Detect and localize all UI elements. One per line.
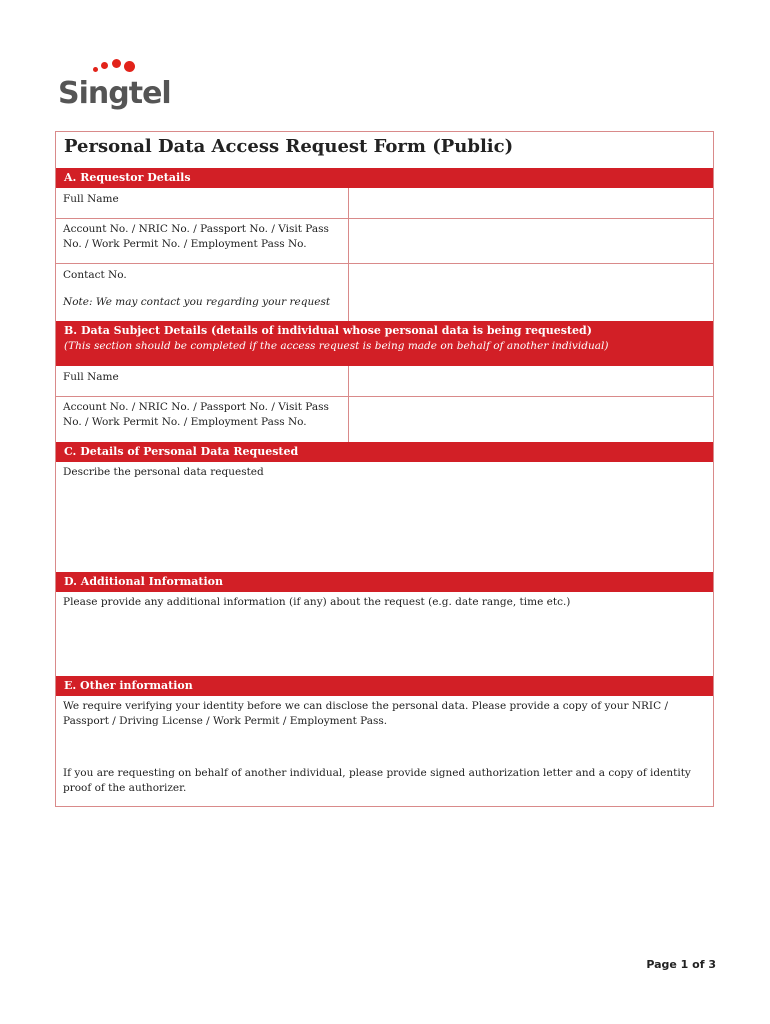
section-e-header: E. Other information	[56, 676, 713, 696]
requestor-contact-label	[63, 268, 343, 310]
personal-data-description-area[interactable]	[56, 462, 713, 572]
requestor-id-label: Account No. / NRIC No. / Passport No. / Visit Pass No. / Work Permit No. / Employment Pass No.	[63, 223, 329, 250]
section-b-title: B. Data Subject Details (details of individual whose personal data is being requested)	[64, 324, 592, 337]
requestor-id-field[interactable]	[349, 219, 713, 263]
section-b-subtitle: (This section should be completed if the access request is being made on behalf of another individual)	[64, 340, 609, 352]
additional-information-area[interactable]	[56, 592, 713, 676]
subject-id-label: Account No. / NRIC No. / Passport No. / Visit Pass No. / Work Permit No. / Employment Pass No.	[63, 401, 329, 428]
section-d-header: D. Additional Information	[56, 572, 713, 592]
singtel-logo	[58, 58, 171, 116]
authorization-text: If you are requesting on behalf of another individual, please provide signed authorization letter and a copy of identity proof of the authorizer.	[63, 767, 691, 794]
logo-dot	[124, 61, 135, 72]
section-c-header: C. Details of Personal Data Requested	[56, 442, 713, 462]
form-title: Personal Data Access Request Form (Public)	[64, 136, 514, 157]
logo-dot	[93, 67, 98, 72]
subject-id-field[interactable]	[349, 397, 713, 442]
requestor-id-row	[56, 219, 713, 264]
subject-full-name-label: Full Name	[63, 371, 119, 383]
contact-label: Contact No.	[63, 269, 127, 281]
subject-full-name-field[interactable]	[349, 366, 713, 396]
other-information-area	[56, 696, 713, 806]
page-number: Page 1 of 3	[646, 958, 716, 971]
identity-verification-text: We require verifying your identity before we can disclose the personal data. Please provide a copy of your NRIC / Passport / Driving License / Work Permit / Employment Pass.	[63, 700, 668, 727]
requestor-full-name-label: Full Name	[63, 193, 119, 205]
logo-dot	[112, 59, 121, 68]
requestor-full-name-row	[56, 188, 713, 219]
additional-information-prompt: Please provide any additional information (if any) about the request (e.g. date range, time etc.)	[63, 596, 571, 608]
contact-note: Note: We may contact you regarding your request	[63, 296, 331, 308]
personal-data-description-prompt: Describe the personal data requested	[63, 466, 264, 478]
section-b-header	[56, 321, 713, 366]
section-a-header: A. Requestor Details	[56, 168, 713, 188]
logo-wordmark: Singtel	[58, 76, 171, 111]
requestor-contact-row	[56, 264, 713, 321]
access-request-form	[55, 131, 714, 807]
subject-id-row	[56, 397, 713, 442]
subject-full-name-row	[56, 366, 713, 397]
logo-dot	[101, 62, 108, 69]
requestor-contact-field[interactable]	[349, 264, 713, 321]
requestor-full-name-field[interactable]	[349, 188, 713, 218]
